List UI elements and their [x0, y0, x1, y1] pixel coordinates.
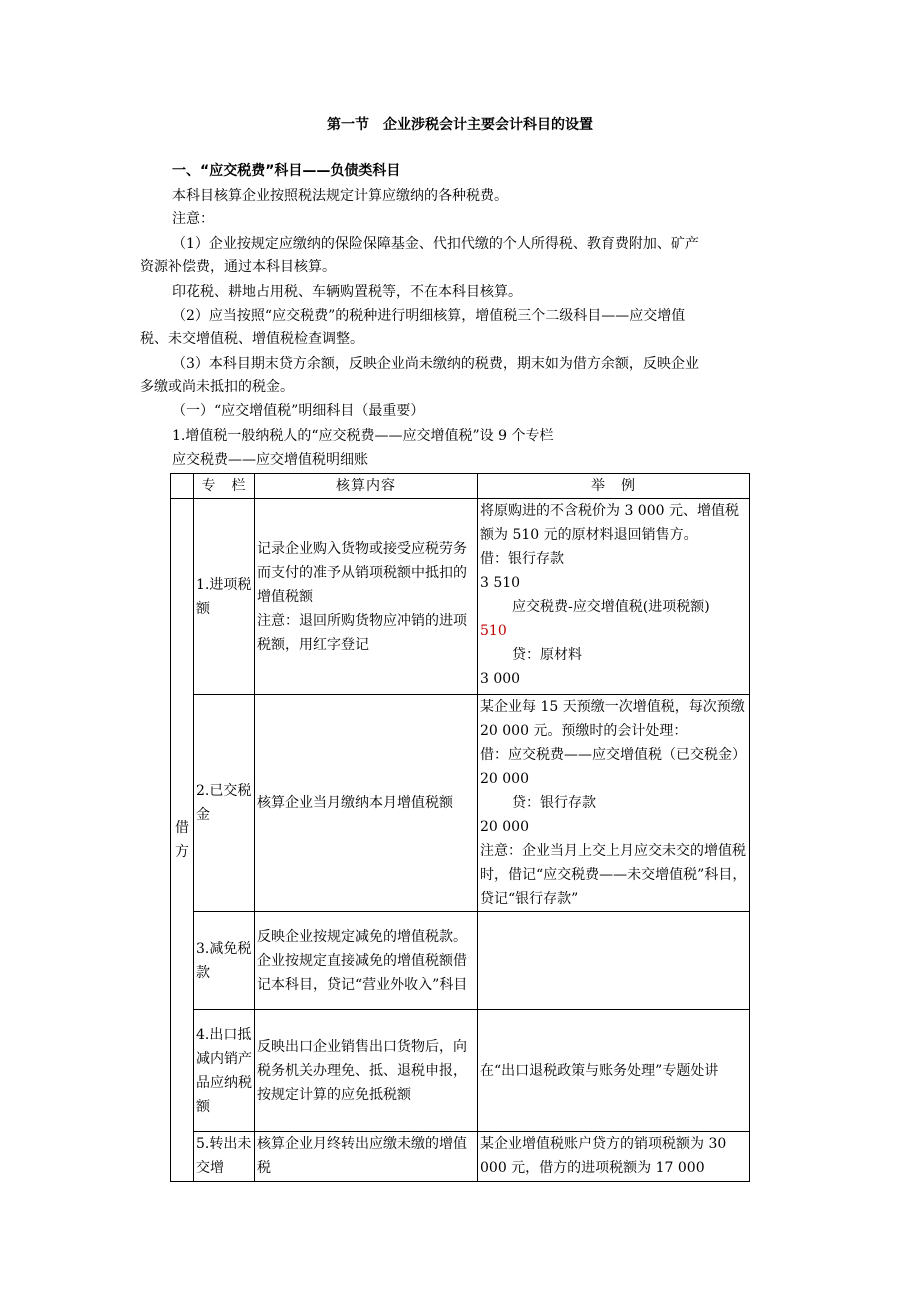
row-column-name: 4.出口抵减内销产品应纳税额 — [194, 1010, 255, 1132]
row-column-name: 1.进项税额 — [194, 499, 255, 695]
paragraph-nine-columns: 1.增值税一般纳税人的“应交税费——应交增值税”设 9 个专栏 — [172, 428, 554, 444]
paragraph-subsection: （一）“应交增值税”明细科目（最重要） — [172, 403, 425, 419]
row-content: 反映出口企业销售出口货物后，向税务机关办理免、抵、退税申报，按规定计算的应免抵税额 — [255, 1010, 478, 1132]
paragraph-note-label: 注意： — [172, 211, 214, 227]
example-line: 某企业每 15 天预缴一次增值税，每次预缴 20 000 元。预缴时的会计处理： — [480, 699, 745, 739]
paragraph-ledger-caption: 应交税费——应交增值税明细账 — [172, 452, 368, 468]
example-line: 3 000 — [480, 671, 521, 687]
row-content: 核算企业月终转出应缴未缴的增值税 — [255, 1132, 478, 1182]
paragraph-note1-b: 资源补偿费，通过本科目核算。 — [140, 259, 336, 275]
paragraph-stamp-tax: 印花税、耕地占用税、车辆购置税等，不在本科目核算。 — [172, 284, 522, 300]
header-side — [171, 474, 194, 499]
paragraph-note2-b: 税、未交增值税、增值税检查调整。 — [140, 331, 364, 347]
row-column-name: 2.已交税金 — [194, 695, 255, 912]
example-line: 贷：银行存款 — [512, 795, 596, 811]
row-content: 核算企业当月缴纳本月增值税额 — [255, 695, 478, 912]
paragraph-scope: 本科目核算企业按照税法规定计算应缴纳的各种税费。 — [172, 188, 508, 204]
row-example — [478, 912, 750, 1010]
paragraph-note1-a: （1）企业按规定应缴纳的保险保障基金、代扣代缴的个人所得税、教育费附加、矿产 — [172, 236, 699, 252]
row-content — [255, 499, 478, 695]
example-line: 借：银行存款 — [480, 551, 564, 567]
ledger-table — [170, 473, 750, 1182]
row-example — [478, 499, 750, 695]
example-line: 将原购进的不含税价为 3 000 元、增值税额为 510 元的原材料退回销售方。 — [480, 503, 739, 543]
table-row — [171, 1010, 750, 1132]
row-column-name: 3.减免税款 — [194, 912, 255, 1010]
row-example — [478, 695, 750, 912]
row-column-name: 5.转出未交增 — [194, 1132, 255, 1182]
example-line: 注意：企业当月上交上月应交未交的增值税时，借记“应交税费——未交增值税”科目，贷记“银行存款” — [480, 843, 747, 907]
row-example: 某企业增值税账户贷方的销项税额为 30 000 元，借方的进项税额为 17 000 — [478, 1132, 750, 1182]
paragraph-note3-b: 多缴或尚未抵扣的税金。 — [140, 379, 294, 395]
header-column: 专 栏 — [194, 474, 255, 499]
example-line: 3 510 — [480, 575, 521, 591]
header-example: 举 例 — [478, 474, 750, 499]
debit-side-label: 借方 — [171, 499, 194, 1182]
paragraph-note2-a: （2）应当按照“应交税费”的税种进行明细核算，增值税三个二级科目——应交增值 — [172, 308, 686, 324]
example-line: 贷：原材料 — [512, 647, 582, 663]
paragraph-note3-a: （3）本科目期末贷方余额，反映企业尚未缴纳的税费，期末如为借方余额，反映企业 — [172, 356, 699, 372]
example-line: 20 000 — [480, 819, 529, 835]
section-title: 第一节 企业涉税会计主要会计科目的设置 — [327, 117, 593, 133]
heading-taxes-payable: 一、“应交税费”科目——负债类科目 — [172, 163, 401, 179]
table-row — [171, 695, 750, 912]
table-row — [171, 912, 750, 1010]
example-line: 借：应交税费——应交增值税（已交税金）20 000 — [480, 747, 746, 787]
table-row — [171, 499, 750, 695]
row-content-text: 记录企业购入货物或接受应税劳务而支付的准予从销项税额中抵扣的增值税额 注意：退回所购货物应冲销的进项税额，用红字登记 — [257, 540, 467, 653]
header-content: 核算内容 — [255, 474, 478, 499]
table-header-row — [171, 474, 750, 499]
row-example: 在“出口退税政策与账务处理”专题处讲 — [478, 1010, 750, 1132]
row-content: 反映企业按规定减免的增值税款。企业按规定直接减免的增值税额借记本科目，贷记“营业外收入”科目 — [255, 912, 478, 1010]
example-line: 应交税费-应交增值税(进项税额) — [512, 599, 710, 615]
example-red-amount: 510 — [480, 623, 507, 639]
table-row — [171, 1132, 750, 1182]
